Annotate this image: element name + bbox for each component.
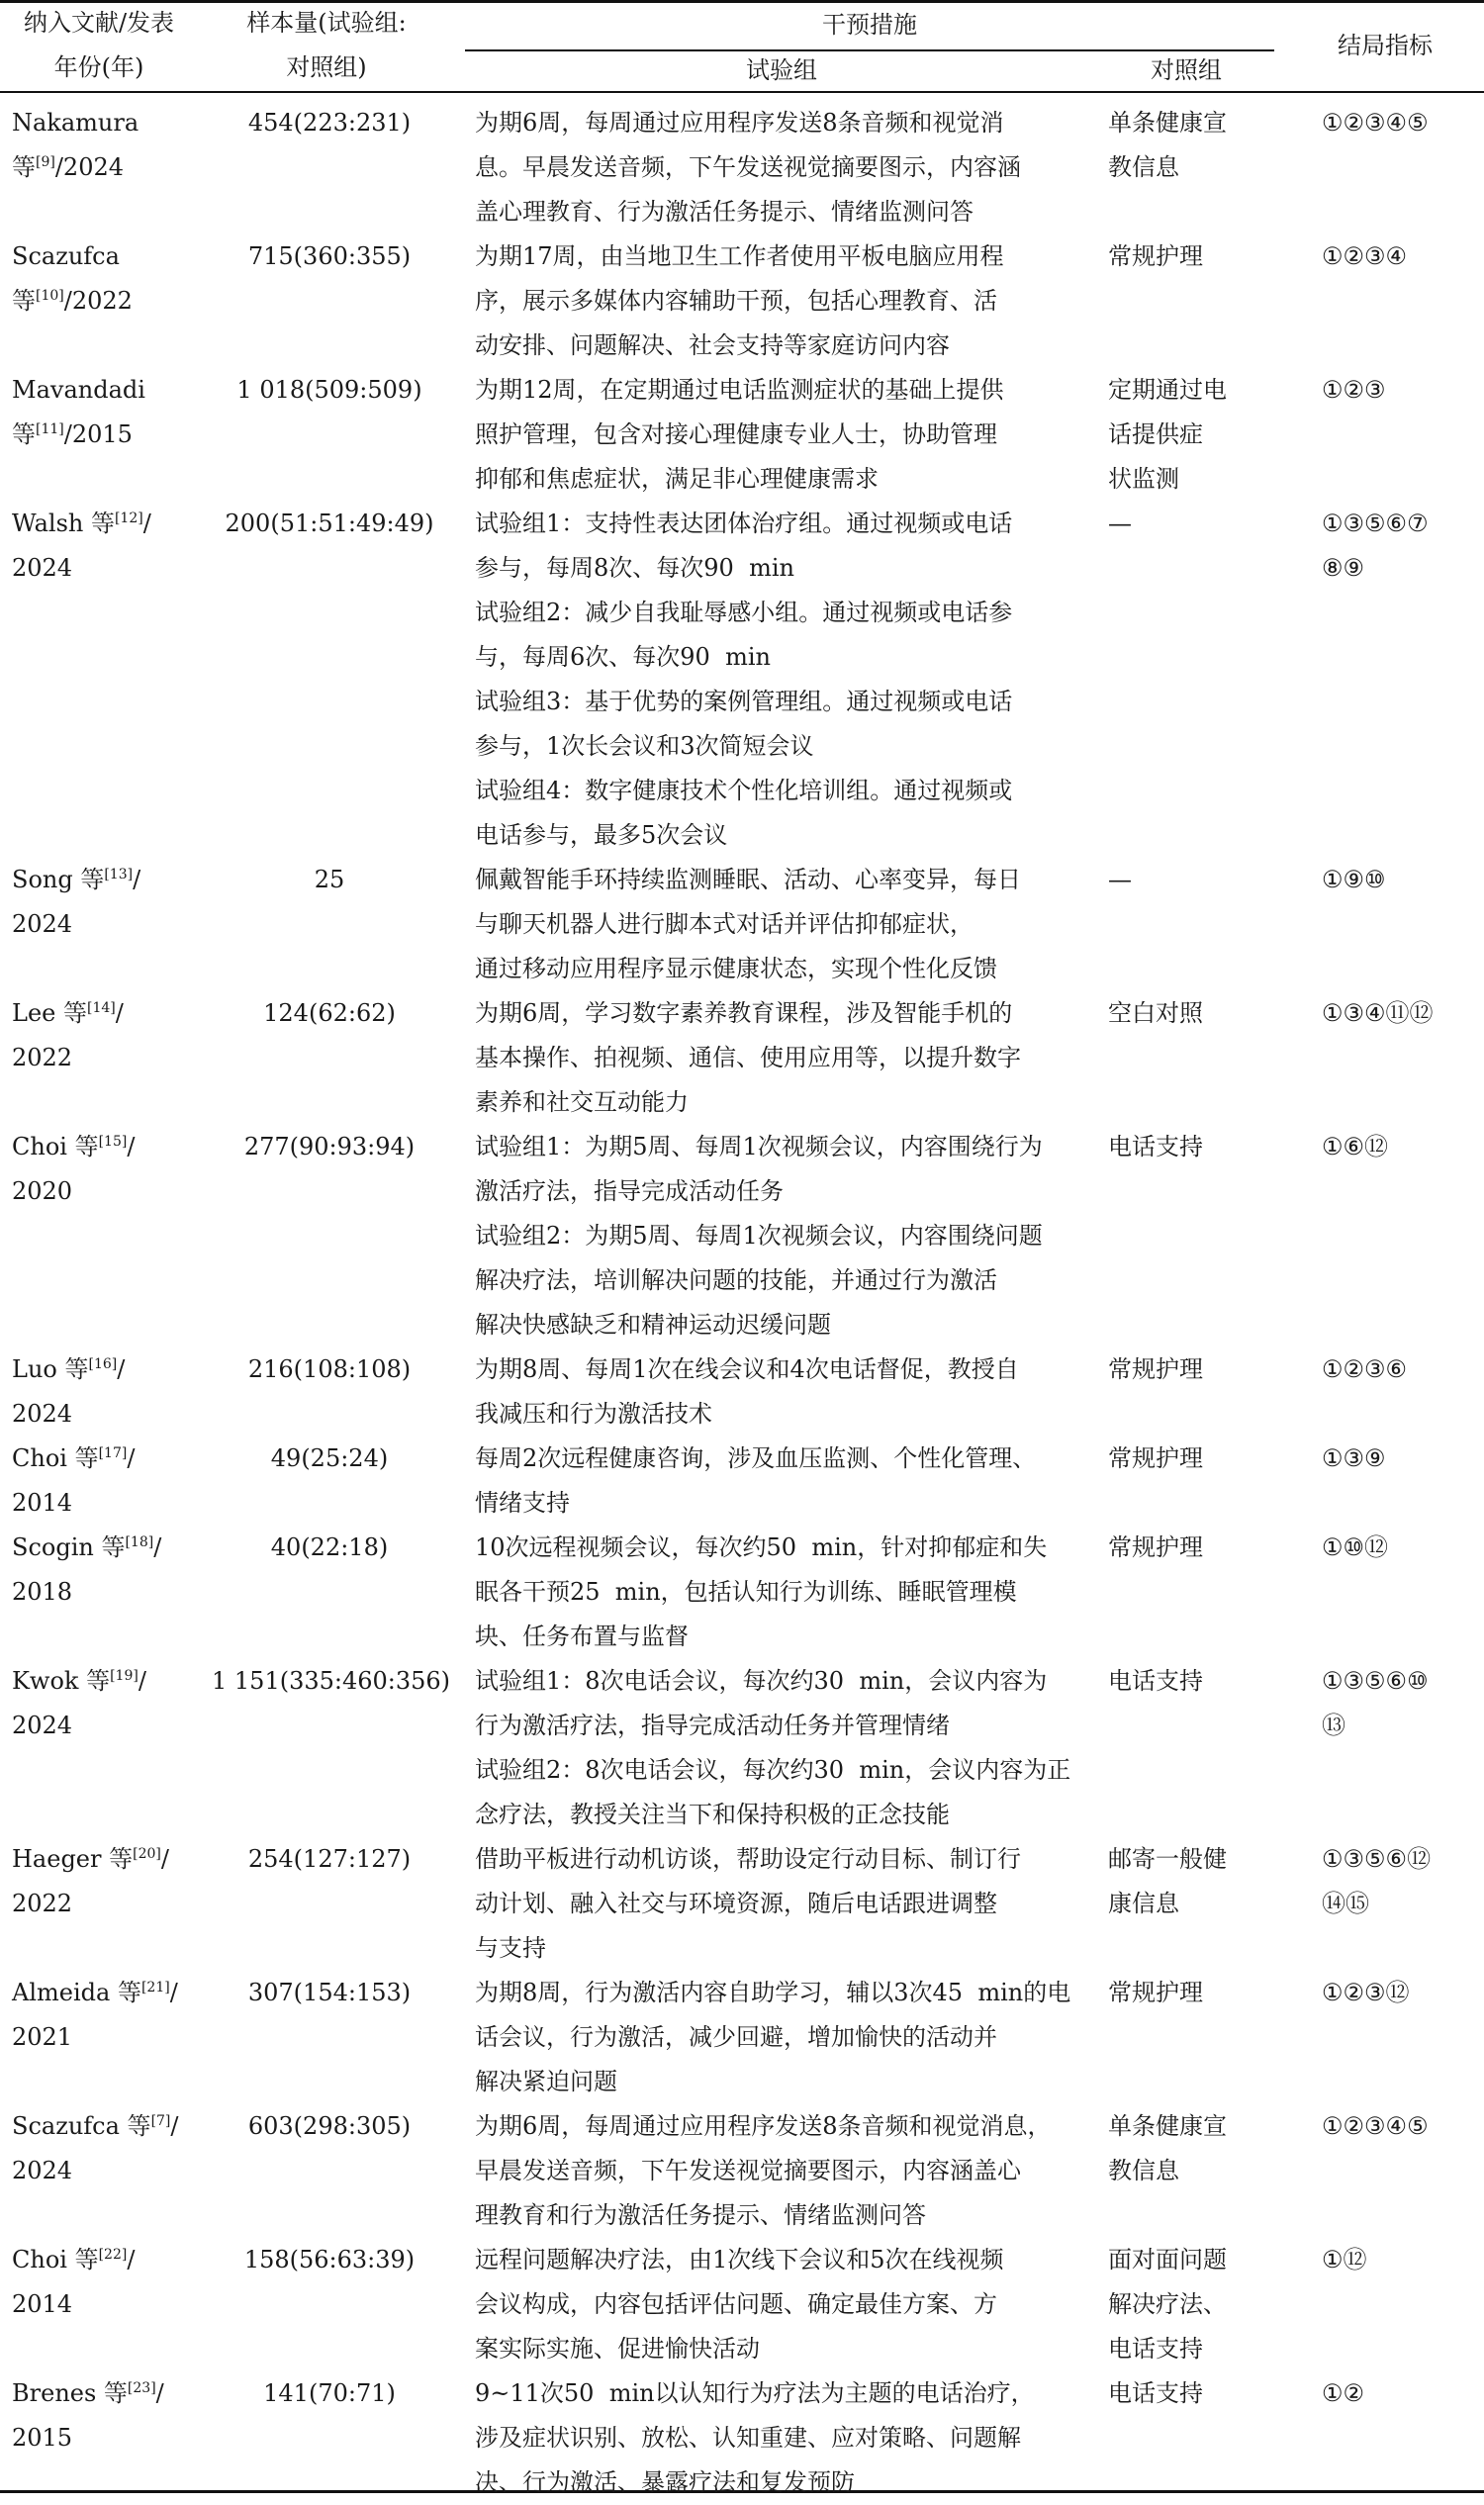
- experimental-intervention: 为期8周，行为激活内容自助学习，辅以3次45 min的电: [475, 1979, 1071, 2006]
- sample-size: 254(127:127): [247, 1845, 412, 1873]
- citation-number: [18]: [125, 1534, 154, 1550]
- study-reference: Kwok 等[19]/: [12, 1667, 146, 1695]
- experimental-intervention: 借助平板进行动机访谈，帮助设定行动目标、制订行: [475, 1845, 1021, 1873]
- experimental-intervention: 为期8周、每周1次在线会议和4次电话督促，教授自: [475, 1355, 1019, 1383]
- header-n-line2: 对照组): [286, 53, 367, 81]
- experimental-intervention: 激活疗法，指导完成活动任务: [475, 1177, 784, 1205]
- experimental-intervention: 为期6周，学习数字素养教育课程，涉及智能手机的: [475, 999, 1013, 1027]
- sample-size: 1 151(335:460:356): [212, 1667, 451, 1695]
- study-reference: Choi 等[22]/: [12, 2246, 136, 2273]
- sample-size: 603(298:305): [247, 2112, 412, 2140]
- control-group: 单条健康宣: [1108, 2112, 1227, 2140]
- experimental-intervention: 解决紧迫问题: [475, 2068, 617, 2095]
- outcome-indicators: ①③⑤⑥⑩: [1322, 1667, 1429, 1695]
- outcome-indicators: ①③⑤⑥⑫: [1322, 1845, 1432, 1873]
- study-reference: 等[10]/2022: [12, 287, 133, 315]
- experimental-intervention: 早晨发送音频，下午发送视觉摘要图示，内容涵盖心: [475, 2157, 1021, 2184]
- experimental-intervention: 9~11次50 min以认知行为疗法为主题的电话治疗，: [475, 2379, 1035, 2407]
- experimental-intervention: 试验组2：减少自我耻辱感小组。通过视频或电话参: [475, 599, 1013, 626]
- experimental-intervention: 电话参与，最多5次会议: [475, 821, 728, 849]
- study-reference: 2020: [12, 1177, 73, 1205]
- control-group: 教信息: [1108, 153, 1179, 181]
- sample-size: 124(62:62): [263, 999, 396, 1027]
- sample-size: 715(360:355): [247, 242, 412, 270]
- control-group: 电话支持: [1108, 1133, 1203, 1160]
- control-group: 电话支持: [1108, 2335, 1203, 2363]
- experimental-intervention: 10次远程视频会议，每次约50 min，针对抑郁症和失: [475, 1533, 1048, 1561]
- sample-size: 277(90:93:94): [243, 1133, 416, 1160]
- experimental-intervention: 涉及症状识别、放松、认知重建、应对策略、问题解: [475, 2424, 1021, 2452]
- outcome-indicators: ①③④⑪⑫: [1322, 999, 1434, 1027]
- experimental-intervention: 我减压和行为激活技术: [475, 1400, 712, 1428]
- header-intervention: 干预措施: [822, 11, 917, 39]
- experimental-intervention: 素养和社交互动能力: [475, 1088, 689, 1116]
- study-reference: 2015: [12, 2424, 73, 2452]
- outcome-indicators: ①②: [1322, 2379, 1365, 2407]
- experimental-intervention: 眠各干预25 min，包括认知行为训练、睡眠管理模: [475, 1578, 1017, 1606]
- experimental-intervention: 念疗法，教授关注当下和保持积极的正念技能: [475, 1801, 950, 1828]
- experimental-intervention: 基本操作、拍视频、通信、使用应用等，以提升数字: [475, 1044, 1021, 1071]
- citation-number: [12]: [114, 510, 143, 526]
- experimental-intervention: 与聊天机器人进行脚本式对话并评估抑郁症状，: [475, 910, 974, 938]
- study-reference: Walsh 等[12]/: [12, 510, 151, 537]
- experimental-intervention: 参与，每周8次、每次90 min: [475, 554, 794, 582]
- sample-size: 200(51:51:49:49): [225, 510, 434, 537]
- study-reference: 2014: [12, 1489, 73, 1517]
- experimental-intervention: 解决疗法，培训解决问题的技能，并通过行为激活: [475, 1266, 997, 1294]
- sample-size: 141(70:71): [263, 2379, 396, 2407]
- citation-number: [13]: [104, 867, 134, 882]
- outcome-indicators: ⑭⑮: [1322, 1890, 1369, 1917]
- outcome-indicators: ①②③⑫: [1322, 1979, 1410, 2006]
- control-group: 常规护理: [1108, 1355, 1203, 1383]
- citation-number: [16]: [88, 1356, 118, 1372]
- study-reference: 2014: [12, 2290, 73, 2318]
- study-reference: Almeida 等[21]/: [12, 1979, 178, 2006]
- experimental-intervention: 话会议，行为激活，减少回避，增加愉快的活动并: [475, 2023, 997, 2051]
- study-reference: Mavandadi: [12, 376, 145, 404]
- experimental-intervention: 试验组1：支持性表达团体治疗组。通过视频或电话: [475, 510, 1013, 537]
- citation-number: [7]: [150, 2113, 171, 2129]
- control-group: 话提供症: [1108, 420, 1203, 448]
- control-group: 单条健康宣: [1108, 109, 1227, 137]
- sample-size: 216(108:108): [247, 1355, 412, 1383]
- header-ctl-group: 对照组: [1151, 56, 1222, 84]
- header-outcome: 结局指标: [1338, 32, 1433, 59]
- sample-size: 1 018(509:509): [236, 376, 422, 404]
- experimental-intervention: 息。早晨发送音频，下午发送视觉摘要图示，内容涵: [475, 153, 1021, 181]
- experimental-intervention: 为期6周，每周通过应用程序发送8条音频和视觉消息，: [475, 2112, 1052, 2140]
- experimental-intervention: 与支持: [475, 1934, 546, 1962]
- experimental-intervention: 试验组3：基于优势的案例管理组。通过视频或电话: [475, 688, 1013, 715]
- study-reference: 2022: [12, 1890, 73, 1917]
- experimental-intervention: 为期12周，在定期通过电话监测症状的基础上提供: [475, 376, 1004, 404]
- study-reference: Lee 等[14]/: [12, 999, 124, 1027]
- study-reference: 等[11]/2015: [12, 420, 133, 448]
- study-reference: Scazufca 等[7]/: [12, 2112, 179, 2140]
- header-exp-group: 试验组: [746, 56, 817, 84]
- experimental-intervention: 行为激活疗法，指导完成活动任务并管理情绪: [475, 1712, 950, 1739]
- sample-size: 158(56:63:39): [243, 2246, 416, 2273]
- outcome-indicators: ①⑥⑫: [1322, 1133, 1389, 1160]
- experimental-intervention: 试验组2：为期5周、每周1次视频会议，内容围绕问题: [475, 1222, 1043, 1250]
- experimental-intervention: 远程问题解决疗法，由1次线下会议和5次在线视频: [475, 2246, 1004, 2273]
- citation-number: [23]: [127, 2380, 156, 2396]
- experimental-intervention: 试验组2：8次电话会议，每次约30 min，会议内容为正: [475, 1756, 1071, 1784]
- control-group: —: [1108, 510, 1132, 537]
- control-group: 常规护理: [1108, 1979, 1203, 2006]
- experimental-intervention: 试验组4：数字健康技术个性化培训组。通过视频或: [475, 777, 1013, 804]
- citation-number: [14]: [86, 1000, 116, 1016]
- study-reference: 2024: [12, 1712, 73, 1739]
- experimental-intervention: 试验组1：8次电话会议，每次约30 min，会议内容为: [475, 1667, 1048, 1695]
- citation-number: [15]: [98, 1134, 128, 1150]
- experimental-intervention: 参与，1次长会议和3次简短会议: [475, 732, 814, 760]
- control-group: 面对面问题: [1108, 2246, 1227, 2273]
- control-group: 电话支持: [1108, 2379, 1203, 2407]
- citation-number: [9]: [36, 154, 55, 170]
- outcome-indicators: ①②③④⑤: [1322, 109, 1429, 137]
- experimental-intervention: 抑郁和焦虑症状，满足非心理健康需求: [475, 465, 879, 493]
- experimental-intervention: 会议构成，内容包括评估问题、确定最佳方案、方: [475, 2290, 997, 2318]
- study-reference: 等[9]/2024: [12, 153, 125, 181]
- sample-size: 454(223:231): [247, 109, 412, 137]
- study-reference: 2024: [12, 554, 73, 582]
- study-reference: 2024: [12, 910, 73, 938]
- control-group: 常规护理: [1108, 1533, 1203, 1561]
- outcome-indicators: ①⑨⑩: [1322, 866, 1386, 893]
- experimental-intervention: 情绪支持: [475, 1489, 570, 1517]
- sample-size: 25: [314, 866, 345, 893]
- citation-number: [21]: [140, 1980, 170, 1995]
- citation-number: [20]: [133, 1846, 161, 1862]
- experimental-intervention: 通过移动应用程序显示健康状态，实现个性化反馈: [475, 955, 997, 982]
- experimental-intervention: 序，展示多媒体内容辅助干预，包括心理教育、活: [475, 287, 997, 315]
- outcome-indicators: ①③⑤⑥⑦: [1322, 510, 1429, 537]
- experimental-intervention: 照护管理，包含对接心理健康专业人士，协助管理: [475, 420, 997, 448]
- header-ref-line1: 纳入文献/发表: [23, 9, 175, 37]
- outcome-indicators: ①⑩⑫: [1322, 1533, 1389, 1561]
- control-group: 教信息: [1108, 2157, 1179, 2184]
- experimental-intervention: 动安排、问题解决、社会支持等家庭访问内容: [475, 331, 950, 359]
- outcome-indicators: ①⑫: [1322, 2246, 1367, 2273]
- study-reference: Song 等[13]/: [12, 866, 141, 893]
- study-reference: Scogin 等[18]/: [12, 1533, 162, 1561]
- control-group: 定期通过电: [1108, 376, 1227, 404]
- citation-number: [19]: [110, 1668, 139, 1684]
- outcome-indicators: ①②③④⑤: [1322, 2112, 1429, 2140]
- experimental-intervention: 动计划、融入社交与环境资源，随后电话跟进调整: [475, 1890, 997, 1917]
- citation-number: [10]: [36, 288, 64, 304]
- study-reference: 2024: [12, 2157, 73, 2184]
- outcome-indicators: ⑬: [1322, 1712, 1345, 1739]
- study-reference: Haeger 等[20]/: [12, 1845, 169, 1873]
- study-reference: 2021: [12, 2023, 73, 2051]
- outcome-indicators: ①②③④: [1322, 242, 1408, 270]
- study-reference: 2022: [12, 1044, 73, 1071]
- experimental-intervention: 盖心理教育、行为激活任务提示、情绪监测问答: [475, 198, 974, 226]
- outcome-indicators: ①②③⑥: [1322, 1355, 1408, 1383]
- experimental-intervention: 为期6周，每周通过应用程序发送8条音频和视觉消: [475, 109, 1004, 137]
- control-group: 康信息: [1108, 1890, 1179, 1917]
- sample-size: 307(154:153): [247, 1979, 412, 2006]
- experimental-intervention: 与，每周6次、每次90 min: [475, 643, 771, 671]
- control-group: 邮寄一般健: [1108, 1845, 1227, 1873]
- experimental-intervention: 解决快感缺乏和精神运动迟缓问题: [475, 1311, 831, 1339]
- header-n-line1: 样本量(试验组:: [246, 9, 407, 37]
- header-ref-line2: 年份(年): [53, 53, 144, 81]
- control-group: 常规护理: [1108, 1444, 1203, 1472]
- study-reference: Choi 等[17]/: [12, 1444, 136, 1472]
- sample-size: 40(22:18): [270, 1533, 389, 1561]
- study-reference: 2018: [12, 1578, 73, 1606]
- study-reference: Choi 等[15]/: [12, 1133, 136, 1160]
- control-group: 状监测: [1108, 465, 1179, 493]
- experimental-intervention: 每周2次远程健康咨询，涉及血压监测、个性化管理、: [475, 1444, 1037, 1472]
- outcome-indicators: ①③⑨: [1322, 1444, 1386, 1472]
- experimental-intervention: 理教育和行为激活任务提示、情绪监测问答: [475, 2201, 926, 2229]
- outcome-indicators: ⑧⑨: [1322, 554, 1365, 582]
- outcome-indicators: ①②③: [1322, 376, 1386, 404]
- study-reference: Scazufca: [12, 242, 120, 270]
- study-reference: Nakamura: [12, 109, 139, 137]
- citation-number: [11]: [36, 421, 64, 437]
- citation-number: [17]: [98, 1445, 128, 1461]
- experimental-intervention: 佩戴智能手环持续监测睡眠、活动、心率变异，每日: [475, 866, 1021, 893]
- experimental-intervention: 案实际实施、促进愉快活动: [475, 2335, 760, 2363]
- control-group: 电话支持: [1108, 1667, 1203, 1695]
- experimental-intervention: 块、任务布置与监督: [475, 1623, 689, 1650]
- experimental-intervention: 决、行为激活、暴露疗法和复发预防: [475, 2468, 855, 2496]
- study-reference: Luo 等[16]/: [12, 1355, 126, 1383]
- study-reference: Brenes 等[23]/: [12, 2379, 164, 2407]
- control-group: 常规护理: [1108, 242, 1203, 270]
- citation-number: [22]: [98, 2247, 128, 2263]
- experimental-intervention: 试验组1：为期5周、每周1次视频会议，内容围绕行为: [475, 1133, 1043, 1160]
- control-group: 空白对照: [1108, 999, 1203, 1027]
- sample-size: 49(25:24): [270, 1444, 389, 1472]
- study-reference: 2024: [12, 1400, 73, 1428]
- control-group: 解决疗法、: [1108, 2290, 1227, 2318]
- experimental-intervention: 为期17周，由当地卫生工作者使用平板电脑应用程: [475, 242, 1004, 270]
- control-group: —: [1108, 866, 1132, 893]
